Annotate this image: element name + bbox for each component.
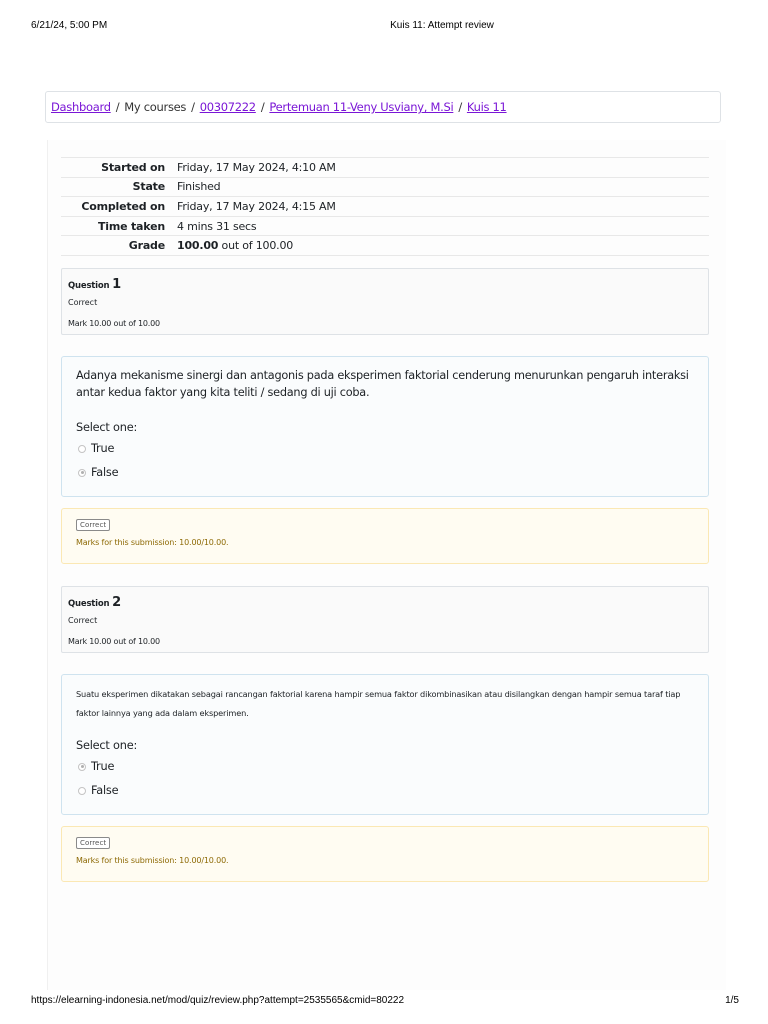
question-number-value: 1: [112, 277, 121, 292]
submission-marks: Marks for this submission: 10.00/10.00.: [76, 538, 229, 547]
question-state: Correct: [68, 298, 98, 307]
print-title: Kuis 11: Attempt review: [390, 20, 494, 31]
question-content: [61, 356, 709, 497]
summary-row-time-taken: [61, 216, 709, 236]
select-one-prompt: Select one:: [76, 739, 138, 752]
answer-option-false[interactable]: [78, 784, 118, 797]
radio-button[interactable]: [78, 787, 86, 795]
breadcrumb-dashboard-link[interactable]: Dashboard: [51, 100, 111, 114]
summary-value: Finished: [177, 180, 221, 194]
summary-row-started: [61, 158, 709, 178]
answer-option-label: False: [91, 784, 119, 797]
summary-label: Started on: [101, 160, 165, 174]
radio-button[interactable]: [78, 445, 86, 453]
question-number: [68, 277, 121, 292]
summary-label: Grade: [128, 239, 165, 253]
answer-option-label: True: [91, 442, 115, 455]
question-label: Question: [68, 599, 110, 609]
question-number-value: 2: [112, 595, 121, 610]
summary-row-completed: [61, 197, 709, 217]
radio-button-selected[interactable]: [78, 763, 86, 771]
print-url: https://elearning-indonesia.net/mod/quiz/review.php?attempt=2535565&cmid=80222: [31, 995, 405, 1006]
answer-option-label: False: [91, 466, 119, 479]
radio-button-selected[interactable]: [78, 469, 86, 477]
breadcrumb-separator: /: [115, 100, 120, 114]
question-number: [68, 595, 121, 610]
breadcrumb-separator: /: [191, 100, 195, 114]
print-datetime: 6/21/24, 5:00 PM: [31, 20, 108, 31]
summary-label: State: [132, 180, 165, 194]
breadcrumb-my-courses: My courses: [124, 100, 187, 114]
summary-value: 4 mins 31 secs: [177, 219, 257, 233]
answer-option-true[interactable]: [78, 442, 114, 455]
grade-suffix: out of 100.00: [221, 239, 294, 253]
question-label: Question: [68, 281, 110, 291]
question-state: Correct: [68, 616, 98, 625]
summary-row-state: [61, 177, 709, 197]
select-one-prompt: Select one:: [76, 421, 138, 434]
breadcrumb: [45, 91, 721, 123]
summary-value: [171, 236, 709, 256]
summary-value: Friday, 17 May 2024, 4:15 AM: [177, 199, 336, 213]
breadcrumb-section-link[interactable]: Pertemuan 11-Veny Usviany, M.Si: [269, 100, 454, 114]
breadcrumb-separator: /: [458, 100, 462, 114]
attempt-summary-table: [61, 157, 709, 256]
question-mark: Mark 10.00 out of 10.00: [68, 319, 160, 328]
submission-marks: Marks for this submission: 10.00/10.00.: [76, 856, 229, 865]
breadcrumb-quiz-link[interactable]: Kuis 11: [466, 100, 507, 114]
answer-option-label: True: [91, 760, 115, 773]
question-feedback: [61, 826, 709, 882]
summary-label: Completed on: [81, 199, 165, 213]
question-feedback: [61, 508, 709, 564]
question-info: [61, 268, 709, 335]
summary-label: Time taken: [97, 219, 165, 233]
print-page-number: 1/5: [725, 995, 739, 1006]
print-footer: [0, 995, 768, 1009]
breadcrumb-course-link[interactable]: 00307222: [199, 100, 256, 114]
answer-option-true[interactable]: [78, 760, 114, 773]
correct-badge: Correct: [76, 519, 110, 531]
question-mark: Mark 10.00 out of 10.00: [68, 637, 160, 646]
question-text: Adanya mekanisme sinergi dan antagonis pada eksperimen faktorial cenderung menurunkan pengaruh interaksi antar kedua faktor yang kita teliti / sedang di uji coba.: [76, 369, 689, 399]
answer-option-false[interactable]: [78, 466, 118, 479]
summary-row-grade: [61, 236, 709, 256]
correct-badge: Correct: [76, 837, 110, 849]
summary-value: Friday, 17 May 2024, 4:10 AM: [177, 160, 336, 174]
question-text: Suatu eksperimen dikatakan sebagai rancangan faktorial karena hampir semua faktor dikombinasikan atau disilangkan dengan hampir semua taraf tiap faktor lainnya yang ada dalam eksperimen.: [76, 689, 681, 718]
grade-score: 100.00: [177, 239, 219, 253]
question-content: [61, 674, 709, 815]
print-header: [0, 20, 768, 34]
breadcrumb-separator: /: [260, 100, 265, 114]
question-info: [61, 586, 709, 653]
